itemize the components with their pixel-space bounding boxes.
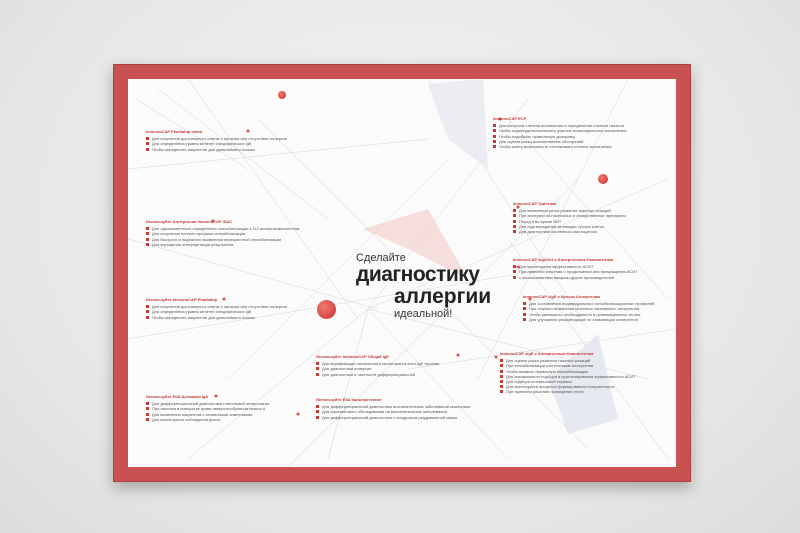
list-item: Для получения достоверного ответа о наличии или отсутствии аллергии bbox=[146, 304, 324, 309]
list-item: При ложного выявления истинных «виновных» аллергенов bbox=[523, 306, 673, 311]
list-item: Для оптимального подбора и прогнозирования эффективности АСИТ bbox=[500, 374, 670, 379]
block-heading: ImmunoCAP sIgE к Аллергенным Компонентам bbox=[500, 351, 594, 356]
list-item: Перед и во время ВИТ bbox=[513, 219, 673, 224]
list-item: Для улучшения рекомендаций по элиминации аллергенов bbox=[523, 317, 673, 322]
block-tryptase bbox=[513, 201, 673, 234]
list-item: Для диагностики и частности дифференциальной bbox=[316, 372, 476, 377]
slogan bbox=[356, 252, 492, 320]
slogan-line2: диагностику bbox=[356, 263, 480, 286]
list-item: Для упрощения интерпретации результатов bbox=[146, 242, 324, 247]
block-sige-whole bbox=[523, 294, 673, 322]
list-item: Чтобы подтвердить/исключить участие эозинофильного воспаления bbox=[493, 128, 668, 133]
block-heading: ImmunoCAP Phadiatop infant bbox=[146, 129, 203, 134]
block-heading: ImmunoCAP ECP bbox=[493, 116, 527, 121]
block-heading: ImmunoCAP sIgE к Целым Аллергенам bbox=[523, 294, 601, 299]
block-heading: Используйте EliA Целиакия IgA bbox=[146, 394, 209, 399]
red-sphere-small bbox=[278, 91, 286, 99]
list-item: Для диагностики аллергии bbox=[316, 366, 476, 371]
red-sphere-small bbox=[598, 174, 608, 184]
block-heading: Используйте EliA Кальпротектин bbox=[316, 397, 382, 402]
list-item: Для скринингового обследования на воспалительные заболевания bbox=[316, 409, 476, 414]
list-item: Для мониторинга процесса формирования толерантности bbox=[500, 384, 670, 389]
block-heading: Используйте ImmunoCAP Phadiatop bbox=[146, 297, 218, 302]
block-total-ige bbox=[316, 354, 476, 377]
list-item: Для составления индивидуальных сенсибилизационных профилей bbox=[523, 301, 673, 306]
block-calprotectin bbox=[316, 397, 476, 420]
slogan-line4: идеальной! bbox=[394, 308, 453, 320]
lab-photo-facet bbox=[428, 79, 488, 169]
list-item: Для верификации назначения и мониторинга анти-IgE терапии bbox=[316, 361, 476, 366]
list-item: Для определения уровня антител специфических IgE bbox=[146, 141, 324, 146]
list-item: При аллергии на насекомых и лекарственные препараты bbox=[513, 213, 673, 218]
list-item: Для дифференциальной диагностики глютеновой энтеропатии bbox=[146, 401, 316, 406]
list-item: Для выявления риска развития тяжелых реакций bbox=[513, 208, 673, 213]
list-item: Для дифференциальной диагностики воспалительных заболеваний кишечника bbox=[316, 404, 476, 409]
block-heading: Используйте ImmunoCAP Общий IgE bbox=[316, 354, 389, 359]
list-item: Для диагностики системного мастоцитоза bbox=[513, 229, 673, 234]
list-item: При сенсибилизации к источникам аллергенов bbox=[500, 363, 670, 368]
block-isac bbox=[146, 219, 324, 247]
list-item: Чтобы подобрать правильную дозировку bbox=[493, 134, 668, 139]
list-item: Для мониторинга эффективности АСИТ bbox=[513, 264, 673, 269]
list-item: Для дифференциальной диагностики с синдромом раздраженной кишки bbox=[316, 415, 476, 420]
list-item: Для одномоментного определения сенсибилизации к 112 аллергокомпонентам bbox=[146, 226, 324, 231]
poster bbox=[128, 79, 676, 467]
list-item: Для подтверждения активации тучных клеток bbox=[513, 224, 673, 229]
list-item: При наличии в сыворотке крови иммуноглобулинов класса А bbox=[146, 406, 316, 411]
list-item: Для контроля степени воспаления и определения степени тяжести bbox=[493, 123, 668, 128]
block-heading: ImmunoCAP Триптаза bbox=[513, 201, 557, 206]
list-item: Для оценки риска развития тяжелых реакций bbox=[500, 358, 670, 363]
list-item: При принятии решения проведения теста bbox=[500, 389, 670, 394]
list-item: Чтобы иметь возможность отслеживать степень воспаления bbox=[493, 144, 668, 149]
slogan-line1: Сделайте bbox=[356, 252, 406, 264]
list-item: Для быстрого и надежного выявления перекрестной сенсибилизации bbox=[146, 237, 324, 242]
list-item: Чтобы определить пациентов для дальнейшего поиска bbox=[146, 315, 324, 320]
list-item: Для получения достоверного ответа о наличии или отсутствии аллергии bbox=[146, 136, 324, 141]
list-item: Для мониторинга соблюдения диеты bbox=[146, 417, 316, 422]
block-ecp bbox=[493, 116, 668, 149]
block-heading: Используйте Аллергочип ImmunoCAP ISAC bbox=[146, 219, 233, 224]
list-item: При принятии решения о продолжении или прекращении АСИТ bbox=[513, 269, 673, 274]
block-elia-celiac bbox=[146, 394, 316, 422]
list-item: Чтобы определить пациентов для дальнейшего поиска bbox=[146, 147, 324, 152]
slogan-line3: аллергии bbox=[394, 285, 492, 308]
block-sigg4 bbox=[513, 257, 673, 280]
list-item: Для получения полного профиля сенсибилизации bbox=[146, 231, 324, 236]
list-item: Для выявления пациентов с атипичными симптомами bbox=[146, 412, 316, 417]
list-item: Чтобы выявить первичную сенсибилизацию bbox=[500, 369, 670, 374]
block-heading: ImmunoCAP sIgG/G4 к Аллергенным Компонентам bbox=[513, 257, 614, 262]
list-item: Для определения уровня антител специфических IgE bbox=[146, 309, 324, 314]
list-item: Для подбора оптимальной терапии bbox=[500, 379, 670, 384]
block-phadiatop-infant bbox=[146, 129, 324, 152]
block-sige-components bbox=[500, 351, 670, 395]
list-item: Чтобы уменьшить необходимость в провокационных тестах bbox=[523, 312, 673, 317]
list-item: Для оценки риска возникновения обострений bbox=[493, 139, 668, 144]
list-item: с использованием вакцины других производителей bbox=[513, 275, 673, 280]
block-phadiatop bbox=[146, 297, 324, 320]
